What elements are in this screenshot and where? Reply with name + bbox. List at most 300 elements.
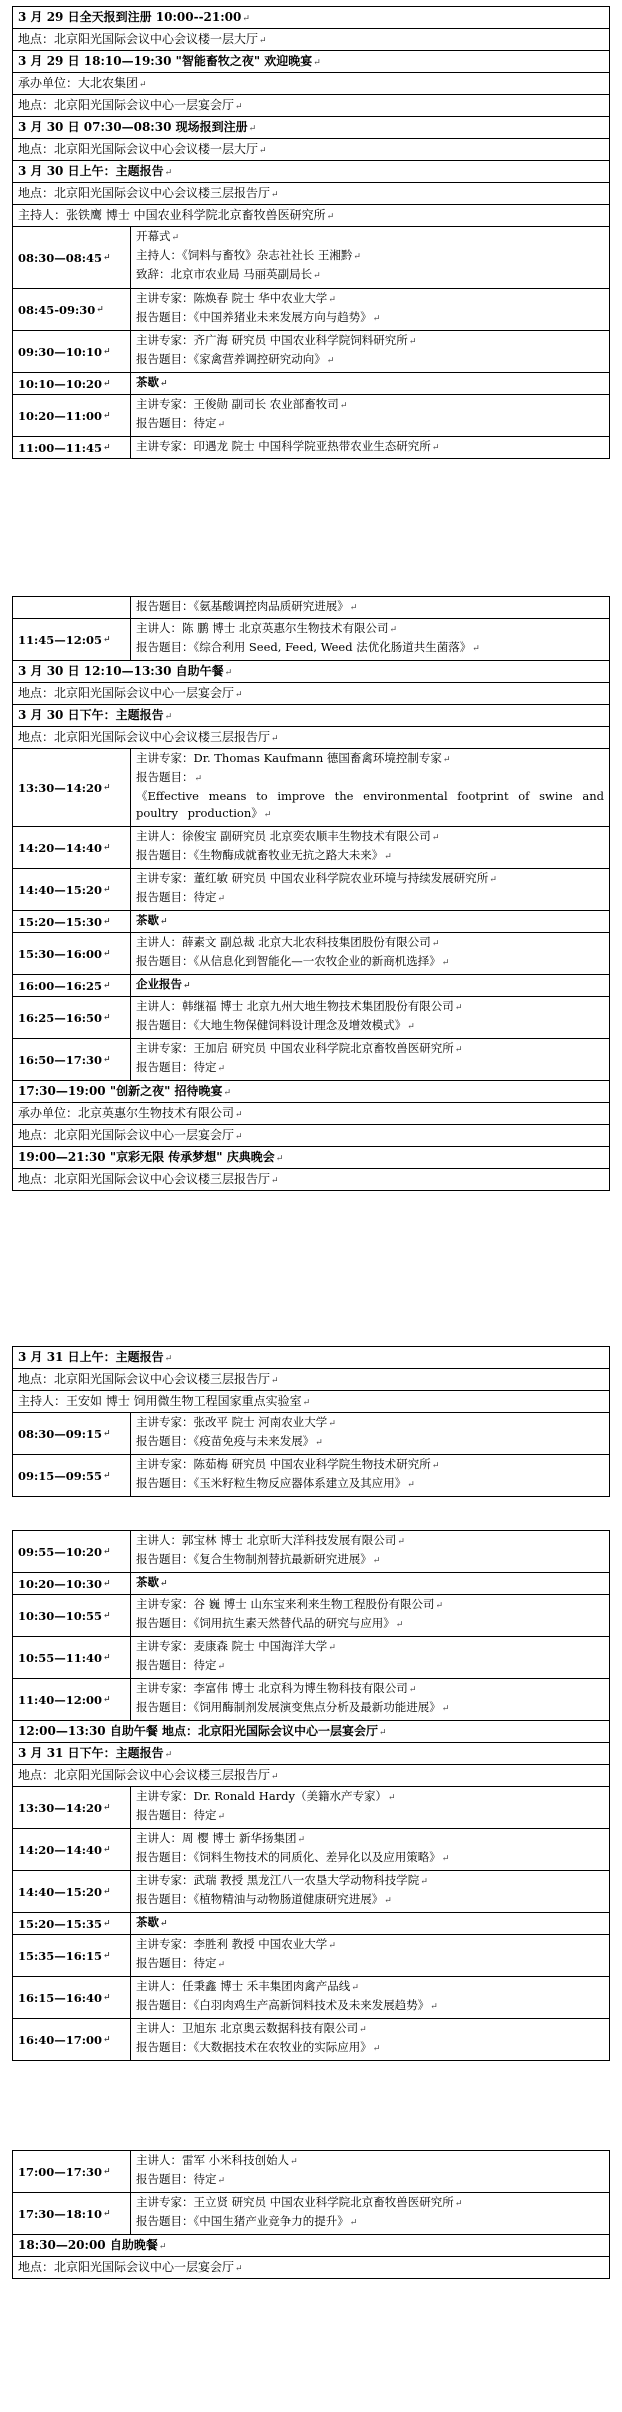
paragraph-mark-icon: ↵ <box>164 1750 173 1760</box>
session-line <box>136 228 604 247</box>
agenda-heading-row <box>13 2235 609 2257</box>
heading-cell <box>13 661 237 682</box>
paragraph-mark-icon: ↵ <box>103 378 111 389</box>
session-details <box>131 749 609 826</box>
session-time-text: 10:30—10:55 <box>18 1608 103 1623</box>
session-line <box>136 396 604 415</box>
paragraph-mark-icon: ↵ <box>103 634 111 645</box>
session-line <box>136 2039 604 2058</box>
session-details <box>131 1871 609 1912</box>
session-line <box>136 889 604 908</box>
paragraph-mark-icon: ↵ <box>339 401 348 411</box>
paragraph-mark-icon: ↵ <box>103 2166 111 2177</box>
session-line-text: 主讲专家：王立贤 研究员 中国农业科学院北京畜牧兽医研究所 <box>136 2195 454 2209</box>
heading-cell <box>13 1081 236 1102</box>
session-line <box>136 309 604 328</box>
session-line-text: 主讲专家：Dr. Ronald Hardy（美籍水产专家） <box>136 1789 388 1803</box>
heading-text: 主持人：王安如 博士 饲用微生物工程国家重点实验室 <box>18 1394 302 1408</box>
session-details <box>131 619 609 660</box>
session-line <box>136 1997 604 2016</box>
paragraph-mark-icon: ↵ <box>103 1802 111 1813</box>
session-line <box>136 1017 604 1036</box>
session-details <box>131 1413 609 1454</box>
paragraph-mark-icon: ↵ <box>217 2176 226 2186</box>
session-time-text: 16:15—16:40 <box>18 1990 103 2005</box>
session-details <box>131 1977 609 2018</box>
session-line-text: 致辞：北京市农业局 马丽英副局长 <box>136 267 313 281</box>
paragraph-mark-icon: ↵ <box>328 1941 336 1951</box>
session-time <box>13 1679 131 1720</box>
paragraph-mark-icon: ↵ <box>103 884 111 895</box>
heading-cell <box>13 1369 284 1390</box>
session-details <box>131 911 609 932</box>
heading-text: 3 月 31 日上午：主题报告 <box>18 1350 164 1364</box>
paragraph-mark-icon: ↵ <box>103 1470 111 1481</box>
session-line <box>136 998 604 1017</box>
session-time-text: 13:30—14:20 <box>18 1800 103 1815</box>
paragraph-mark-icon: ↵ <box>379 1728 387 1738</box>
session-time <box>13 619 131 660</box>
heading-text: 3 月 30 日上午：主题报告 <box>18 164 164 178</box>
session-details <box>131 331 609 372</box>
heading-cell <box>13 1765 284 1786</box>
paragraph-mark-icon: ↵ <box>315 1438 323 1448</box>
heading-cell <box>13 7 255 28</box>
session-line-text: 主讲专家：麦康森 院士 中国海洋大学 <box>136 1639 328 1653</box>
session-line-text: 主讲专家：陈焕春 院士 华中农业大学 <box>136 291 328 305</box>
heading-text: 承办单位：北京英惠尔生物技术有限公司 <box>18 1106 235 1120</box>
heading-text: 地点：北京阳光国际会议中心会议楼三层报告厅 <box>18 1372 271 1386</box>
agenda-session-row <box>13 1531 609 1573</box>
session-line <box>136 769 604 788</box>
session-time <box>13 2151 131 2192</box>
paragraph-mark-icon: ↵ <box>384 1896 392 1906</box>
session-time <box>13 437 131 458</box>
agenda-heading-row <box>13 1721 609 1743</box>
heading-cell <box>13 139 272 160</box>
heading-cell <box>13 161 177 182</box>
session-details <box>131 1573 609 1594</box>
session-time-text: 13:30—14:20 <box>18 780 103 795</box>
session-time <box>13 1573 131 1594</box>
paragraph-mark-icon: ↵ <box>103 1950 111 1961</box>
session-details <box>131 1679 609 1720</box>
session-time <box>13 749 131 826</box>
session-line-text: 主讲专家：武瑞 教授 黑龙江八一农垦大学动物科技学院 <box>136 1873 420 1887</box>
session-line <box>136 847 604 866</box>
heading-cell <box>13 73 152 94</box>
paragraph-mark-icon: ↵ <box>217 420 226 430</box>
paragraph-mark-icon: ↵ <box>297 1835 306 1845</box>
session-details <box>131 2019 609 2060</box>
session-line <box>136 1936 604 1955</box>
paragraph-mark-icon: ↵ <box>372 1556 381 1566</box>
session-time-text: 10:20—11:00 <box>18 408 103 423</box>
paragraph-mark-icon: ↵ <box>223 1088 232 1098</box>
paragraph-mark-icon: ↵ <box>103 842 111 853</box>
heading-text: 17:30—19:00 "创新之夜" 招待晚宴 <box>18 1084 223 1098</box>
session-time <box>13 975 131 996</box>
session-line-text: 报告题目：《氨基酸调控肉品质研究进展》 <box>136 599 349 613</box>
paragraph-mark-icon: ↵ <box>103 1428 111 1439</box>
session-time <box>13 2193 131 2234</box>
agenda-heading-row <box>13 1081 609 1103</box>
session-line-text: 主讲人：雷军 小米科技创始人 <box>136 2153 290 2167</box>
session-line-text: 茶歇 <box>136 1915 159 1929</box>
session-time <box>13 1455 131 1496</box>
paragraph-mark-icon: ↵ <box>103 916 111 927</box>
paragraph-mark-icon: ↵ <box>442 755 451 765</box>
session-line-text: 报告题目：待定 <box>136 2172 217 2186</box>
heading-text: 地点：北京阳光国际会议中心一层宴会厅 <box>18 1128 235 1142</box>
paragraph-mark-icon: ↵ <box>160 1579 168 1589</box>
session-time <box>13 373 131 394</box>
session-line <box>136 828 604 847</box>
agenda-session-row <box>13 373 609 395</box>
session-line <box>136 1914 604 1933</box>
session-line-text: 报告题目：《玉米籽粒生物反应器体系建立及其应用》 <box>136 1476 407 1490</box>
agenda-heading-row <box>13 117 609 139</box>
paragraph-mark-icon: ↵ <box>235 690 243 700</box>
session-line <box>136 976 604 995</box>
paragraph-mark-icon: ↵ <box>103 2208 111 2219</box>
agenda-session-row <box>13 2019 609 2061</box>
session-time-text: 09:30—10:10 <box>18 344 103 359</box>
paragraph-mark-icon: ↵ <box>103 1918 111 1929</box>
session-line-text: 开幕式 <box>136 229 171 243</box>
paragraph-mark-icon: ↵ <box>408 1685 417 1695</box>
paragraph-mark-icon: ↵ <box>103 1546 111 1557</box>
paragraph-mark-icon: ↵ <box>160 1919 168 1929</box>
paragraph-mark-icon: ↵ <box>290 2157 298 2167</box>
session-time <box>13 869 131 910</box>
session-time-text: 14:40—15:20 <box>18 1884 103 1899</box>
agenda-session-row <box>13 1977 609 2019</box>
session-time <box>13 1829 131 1870</box>
session-line <box>136 1699 604 1718</box>
session-line-text: 主讲专家：印遇龙 院士 中国科学院亚热带农业生态研究所 <box>136 439 431 453</box>
heading-cell <box>13 95 248 116</box>
session-time-text: 14:40—15:20 <box>18 882 103 897</box>
session-time <box>13 597 131 618</box>
agenda-session-row <box>13 1935 609 1977</box>
agenda-heading-row <box>13 1765 609 1787</box>
session-line-text: 主讲专家：齐广海 研究员 中国农业科学院饲料研究所 <box>136 333 408 347</box>
heading-text: 地点：北京阳光国际会议中心会议楼三层报告厅 <box>18 1768 271 1782</box>
heading-text: 19:00—21:30 "京彩无限 传承梦想" 庆典晚会 <box>18 1150 275 1164</box>
session-line-text: 报告题目：《疫苗免疫与未来发展》 <box>136 1434 315 1448</box>
session-time-text: 11:45—12:05 <box>18 632 103 647</box>
paragraph-mark-icon: ↵ <box>217 1812 226 1822</box>
session-time <box>13 1039 131 1080</box>
heading-text: 3 月 30 日 12:10—13:30 自助午餐 <box>18 664 224 678</box>
paragraph-mark-icon: ↵ <box>103 2034 111 2045</box>
heading-cell <box>13 1743 177 1764</box>
session-line <box>136 1040 604 1059</box>
session-time <box>13 1637 131 1678</box>
session-line-text: 企业报告 <box>136 977 182 991</box>
session-line-text: 主讲专家：谷 巍 博士 山东宝来利来生物工程股份有限公司 <box>136 1597 435 1611</box>
agenda-session-row <box>13 1829 609 1871</box>
paragraph-mark-icon: ↵ <box>431 443 440 453</box>
agenda-session-row <box>13 2151 609 2193</box>
paragraph-mark-icon: ↵ <box>408 337 417 347</box>
paragraph-mark-icon: ↵ <box>349 2218 358 2228</box>
session-time <box>13 933 131 974</box>
session-line-text: 主讲专家：李富伟 博士 北京科为博生物科技有限公司 <box>136 1681 408 1695</box>
agenda-session-row <box>13 933 609 975</box>
session-time-text: 08:30—08:45 <box>18 250 103 265</box>
agenda-session-row <box>13 2193 609 2235</box>
paragraph-mark-icon: ↵ <box>395 1620 404 1630</box>
paragraph-mark-icon: ↵ <box>328 1643 336 1653</box>
paragraph-mark-icon: ↵ <box>359 2025 367 2035</box>
session-line <box>136 1872 604 1891</box>
session-line <box>136 2152 604 2171</box>
session-line-text: 报告题目： <box>136 770 194 784</box>
session-line-text: 主讲人：周 樱 博士 新华扬集团 <box>136 1831 297 1845</box>
agenda-heading-row <box>13 2257 609 2279</box>
paragraph-mark-icon: ↵ <box>313 271 321 281</box>
paragraph-mark-icon: ↵ <box>431 1461 440 1471</box>
paragraph-mark-icon: ↵ <box>183 981 191 991</box>
heading-cell <box>13 1721 392 1742</box>
agenda-heading-row <box>13 205 609 227</box>
session-line <box>136 2194 604 2213</box>
paragraph-mark-icon: ↵ <box>472 644 480 654</box>
session-details <box>131 869 609 910</box>
paragraph-mark-icon: ↵ <box>103 1886 111 1897</box>
paragraph-mark-icon: ↵ <box>96 304 104 315</box>
session-time-text: 16:25—16:50 <box>18 1010 103 1025</box>
paragraph-mark-icon: ↵ <box>388 1793 396 1803</box>
session-time-text: 15:30—16:00 <box>18 946 103 961</box>
session-time <box>13 911 131 932</box>
agenda-table-2 <box>12 596 610 1191</box>
session-line-text: 报告题目：《饲用酶制剂发展演变焦点分析及最新功能进展》 <box>136 1700 441 1714</box>
session-details <box>131 1913 609 1934</box>
session-details <box>131 2193 609 2234</box>
session-line <box>136 934 604 953</box>
agenda-session-row <box>13 597 609 619</box>
agenda-heading-row <box>13 683 609 705</box>
session-line-text: 茶歇 <box>136 1575 159 1589</box>
paragraph-mark-icon: ↵ <box>326 356 335 366</box>
heading-text: 地点：北京阳光国际会议中心会议楼一层大厅 <box>18 32 259 46</box>
paragraph-mark-icon: ↵ <box>103 1610 111 1621</box>
session-line <box>136 788 604 824</box>
paragraph-mark-icon: ↵ <box>103 980 111 991</box>
session-line <box>136 1615 604 1634</box>
session-line <box>136 620 604 639</box>
session-line-text: 主讲人：陈 鹏 博士 北京英惠尔生物技术有限公司 <box>136 621 389 635</box>
paragraph-mark-icon: ↵ <box>103 1012 111 1023</box>
session-line-text: 报告题目：待定 <box>136 890 217 904</box>
session-time-text: 14:20—14:40 <box>18 1842 103 1857</box>
session-line <box>136 2171 604 2190</box>
paragraph-mark-icon: ↵ <box>235 1132 243 1142</box>
paragraph-mark-icon: ↵ <box>217 1662 226 1672</box>
agenda-heading-row <box>13 705 609 727</box>
session-line-text: 主讲专家：王加启 研究员 中国农业科学院北京畜牧兽医研究所 <box>136 1041 454 1055</box>
session-line <box>136 1955 604 1974</box>
paragraph-mark-icon: ↵ <box>441 958 450 968</box>
session-time-text: 10:20—10:30 <box>18 1576 103 1591</box>
session-time-text: 14:20—14:40 <box>18 840 103 855</box>
session-line <box>136 332 604 351</box>
session-time <box>13 1413 131 1454</box>
session-line-text: 报告题目：《复合生物制剂替抗最新研究进展》 <box>136 1552 372 1566</box>
session-time-text: 15:20—15:30 <box>18 914 103 929</box>
session-line <box>136 351 604 370</box>
heading-cell <box>13 1347 177 1368</box>
heading-text: 12:00—13:30 自助午餐 地点：北京阳光国际会议中心一层宴会厅 <box>18 1724 379 1738</box>
session-line-text: 报告题目：《白羽肉鸡生产高新饲料技术及未来发展趋势》 <box>136 1998 430 2012</box>
session-line <box>136 1638 604 1657</box>
paragraph-mark-icon: ↵ <box>328 295 336 305</box>
session-details <box>131 373 609 394</box>
paragraph-mark-icon: ↵ <box>259 146 267 156</box>
session-line <box>136 1059 604 1078</box>
paragraph-mark-icon: ↵ <box>271 734 279 744</box>
paragraph-mark-icon: ↵ <box>431 833 440 843</box>
session-line-text: 主讲专家：张改平 院士 河南农业大学 <box>136 1415 328 1429</box>
session-line <box>136 1433 604 1452</box>
session-time <box>13 1595 131 1636</box>
session-line <box>136 1849 604 1868</box>
agenda-session-row <box>13 331 609 373</box>
agenda-heading-row <box>13 727 609 749</box>
paragraph-mark-icon: ↵ <box>235 102 243 112</box>
paragraph-mark-icon: ↵ <box>351 1983 359 1993</box>
session-line <box>136 415 604 434</box>
heading-text: 3 月 29 日 18:10—19:30 "智能畜牧之夜" 欢迎晚宴 <box>18 54 313 68</box>
session-line-text: 报告题目：待定 <box>136 1060 217 1074</box>
session-line <box>136 1551 604 1570</box>
paragraph-mark-icon: ↵ <box>217 1064 226 1074</box>
session-details <box>131 2151 609 2192</box>
paragraph-mark-icon: ↵ <box>389 625 398 635</box>
session-line-text: 主讲人：徐俊宝 副研究员 北京奕农顺丰生物技术有限公司 <box>136 829 431 843</box>
paragraph-mark-icon: ↵ <box>103 1652 111 1663</box>
paragraph-mark-icon: ↵ <box>158 2242 167 2252</box>
session-line-text: 报告题目：待定 <box>136 416 217 430</box>
session-time <box>13 1913 131 1934</box>
paragraph-mark-icon: ↵ <box>160 379 168 389</box>
agenda-session-row <box>13 827 609 869</box>
session-time <box>13 1935 131 1976</box>
paragraph-mark-icon: ↵ <box>372 314 381 324</box>
session-line <box>136 290 604 309</box>
paragraph-mark-icon: ↵ <box>326 212 335 222</box>
agenda-session-row <box>13 1595 609 1637</box>
heading-text: 主持人：张铁鹰 博士 中国农业科学院北京畜牧兽医研究所 <box>18 208 326 222</box>
session-line-text: 报告题目：待定 <box>136 1658 217 1672</box>
session-line <box>136 2020 604 2039</box>
paragraph-mark-icon: ↵ <box>103 1054 111 1065</box>
session-line <box>136 1978 604 1997</box>
session-line <box>136 1596 604 1615</box>
session-line <box>136 870 604 889</box>
session-details <box>131 1637 609 1678</box>
session-time-text: 08:45-09:30 <box>18 302 96 317</box>
paragraph-mark-icon: ↵ <box>271 1772 279 1782</box>
session-line <box>136 374 604 393</box>
agenda-session-row <box>13 289 609 331</box>
agenda-heading-row <box>13 1169 609 1191</box>
paragraph-mark-icon: ↵ <box>384 852 392 862</box>
agenda-heading-row <box>13 139 609 161</box>
session-line <box>136 598 604 617</box>
paragraph-mark-icon: ↵ <box>164 168 173 178</box>
paragraph-mark-icon: ↵ <box>103 252 111 263</box>
heading-cell <box>13 1125 248 1146</box>
session-line <box>136 266 604 285</box>
agenda-heading-row <box>13 29 609 51</box>
agenda-table-3 <box>12 1346 610 1497</box>
agenda-heading-row <box>13 1103 609 1125</box>
agenda-heading-row <box>13 1125 609 1147</box>
paragraph-mark-icon: ↵ <box>441 1704 450 1714</box>
session-line-text: 主讲专家：陈茹梅 研究员 中国农业科学院生物技术研究所 <box>136 1457 431 1471</box>
session-line-text: 报告题目：《综合利用 Seed, Feed, Weed 法优化肠道共生菌落》 <box>136 640 472 654</box>
agenda-table-4 <box>12 1530 610 2061</box>
agenda-heading-row <box>13 1743 609 1765</box>
session-time <box>13 289 131 330</box>
paragraph-mark-icon: ↵ <box>431 939 440 949</box>
session-line-text: 报告题目：《中国养猪业未来发展方向与趋势》 <box>136 310 372 324</box>
agenda-session-row <box>13 1913 609 1935</box>
session-line-text: 主讲人：卫旭东 北京奥云数据科技有限公司 <box>136 2021 359 2035</box>
heading-cell <box>13 29 272 50</box>
heading-cell <box>13 1103 248 1124</box>
paragraph-mark-icon: ↵ <box>242 14 250 24</box>
session-line <box>136 1574 604 1593</box>
paragraph-mark-icon: ↵ <box>313 58 321 68</box>
agenda-session-row <box>13 395 609 437</box>
session-line-text: 报告题目：《中国生猪产业竞争力的提升》 <box>136 2214 349 2228</box>
agenda-table-1 <box>12 6 610 459</box>
session-line-text: 报告题目：《植物精油与动物肠道健康研究进展》 <box>136 1892 384 1906</box>
session-line-text: 《Effective means to improve the environmental footprint of swine and poultry production》 <box>136 789 604 820</box>
heading-text: 承办单位：大北农集团 <box>18 76 139 90</box>
session-line <box>136 438 604 457</box>
heading-text: 18:30—20:00 自助晚餐 <box>18 2238 158 2252</box>
agenda-heading-row <box>13 161 609 183</box>
heading-cell <box>13 1391 315 1412</box>
paragraph-mark-icon: ↵ <box>103 1694 111 1705</box>
paragraph-mark-icon: ↵ <box>430 2002 438 2012</box>
paragraph-mark-icon: ↵ <box>194 774 203 784</box>
session-line <box>136 1807 604 1826</box>
session-details <box>131 1039 609 1080</box>
session-line-text: 主讲专家：王俊勋 副司长 农业部畜牧司 <box>136 397 339 411</box>
paragraph-mark-icon: ↵ <box>349 603 358 613</box>
heading-cell <box>13 2257 248 2278</box>
paragraph-mark-icon: ↵ <box>235 2264 243 2274</box>
session-line-text: 报告题目：《饲用抗生素天然替代品的研究与应用》 <box>136 1616 395 1630</box>
session-time-text: 10:10—10:20 <box>18 376 103 391</box>
paragraph-mark-icon: ↵ <box>103 410 111 421</box>
paragraph-mark-icon: ↵ <box>435 1601 444 1611</box>
session-details <box>131 395 609 436</box>
heading-text: 地点：北京阳光国际会议中心一层宴会厅 <box>18 2260 235 2274</box>
session-line <box>136 1830 604 1849</box>
heading-cell <box>13 183 284 204</box>
session-line <box>136 1788 604 1807</box>
session-time-text: 15:35—16:15 <box>18 1948 103 1963</box>
session-details <box>131 289 609 330</box>
